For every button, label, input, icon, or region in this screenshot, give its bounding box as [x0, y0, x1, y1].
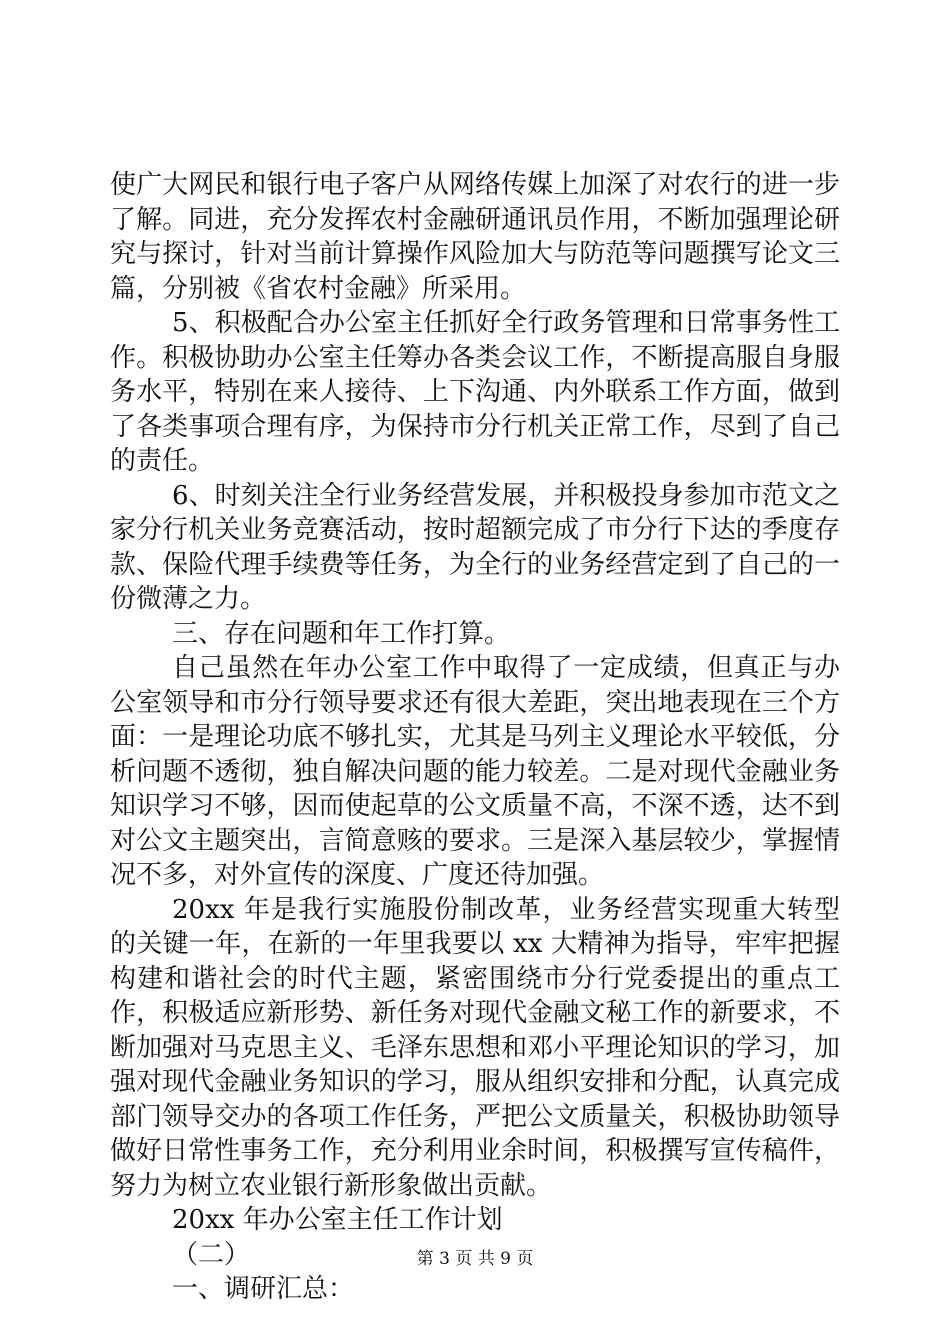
paragraph-item-5: 5、积极配合办公室主任抓好全行政务管理和日常事务性工作。积极协助办公室主任筹办各类会议工作，不断提高服自身服务水平，特别在来人接待、上下沟通、内外联系工作方面，做到了各类事项合理有序，为保持市分行机关正常工作，尽到了自己的责任。: [110, 308, 840, 476]
document-body: [110, 168, 840, 1307]
section-heading-problems-plans: 三、存在问题和年工作打算。: [172, 618, 511, 649]
paragraph-next-year-plan: 20xx 年是我行实施股份制改革，业务经营实现重大转型的关键一年，在新的一年里我要以 xx 大精神为指导，牢牢把握构建和谐社会的时代主题，紧密围绕市分行党委提出的重点工作，积极适应新形势、新任务对现代金融文秘工作的新要求，不断加强对马克思主义、毛泽东思想和邓小平理论知识的学习，加强对现代金融业务知识的学习，服从组织安排和分配，认真完成部门领导交办的各项工作任务，严把公文质量关，积极协助领导做好日常性事务工作，充分利用业余时间，积极撰写宣传稿件，努力为树立农业银行新形象做出贡献。: [110, 894, 840, 1201]
paragraph-continuation: 使广大网民和银行电子客户从网络传媒上加深了对农行的进一步了解。同进，充分发挥农村金融研通讯员作用，不断加强理论研究与探讨，针对当前计算操作风险加大与防范等问题撰写论文三篇，分别被《省农村金融》所采用。: [110, 170, 840, 304]
paragraph-shortcomings: 自己虽然在年办公室工作中取得了一定成绩，但真正与办公室领导和市分行领导要求还有很大差距，突出地表现在三个方面：一是理论功底不够扎实，尤其是马列主义理论水平较低，分析问题不透彻，独自解决问题的能力较差。二是对现代金融业务知识学习不够，因而使起草的公文质量不高，不深不透，达不到对公文主题突出，言简意赅的要求。三是深入基层较少，掌握情况不多，对外宣传的深度、广度还待加强。: [110, 653, 840, 890]
section-number: （二）: [172, 1239, 251, 1270]
section-heading-research-summary: 一、调研汇总：: [172, 1274, 355, 1304]
page-footer: 第 3 页 共 9 页: [416, 1249, 534, 1269]
paragraph-item-6: 6、时刻关注全行业务经营发展，并积极投身参加市范文之家分行机关业务竞赛活动，按时超额完成了市分行下达的季度存款、保险代理手续费等任务，为全行的业务经营定到了自己的一份微薄之力。: [110, 480, 840, 614]
document-subtitle: 20xx 年办公室主任工作计划: [172, 1205, 503, 1235]
